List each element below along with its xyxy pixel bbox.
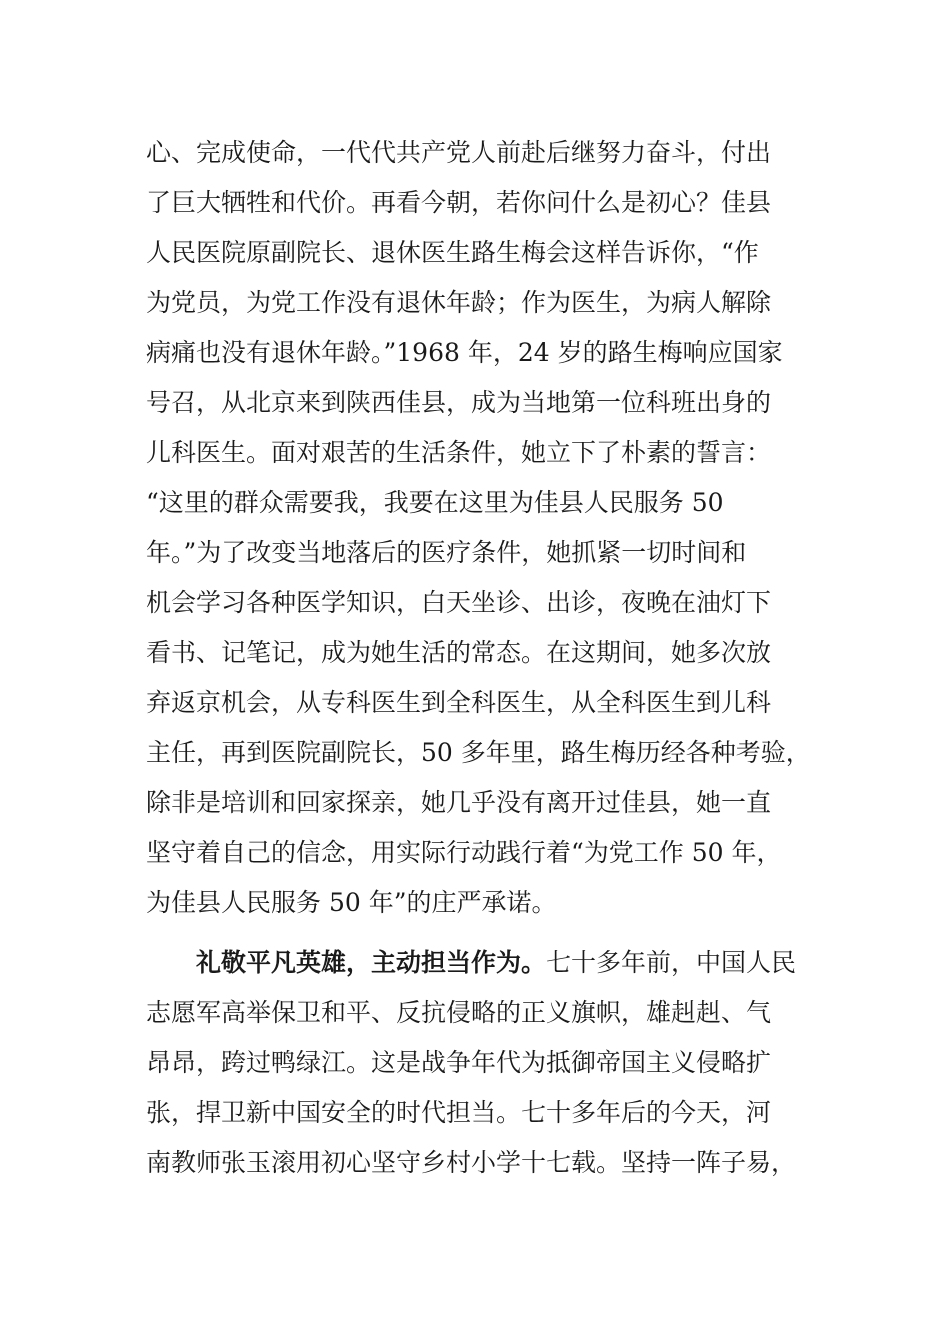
text-line: 为党员，为党工作没有退休年龄；作为医生，为病人解除 bbox=[146, 288, 772, 317]
paragraph-heading: 礼敬平凡英雄，主动担当作为。 bbox=[196, 948, 547, 977]
body-text bbox=[146, 128, 811, 1188]
text-line: 人民医院原副院长、退休医生路生梅会这样告诉你，“作 bbox=[146, 238, 759, 267]
text-line: 志愿军高举保卫和平、反抗侵略的正义旗帜，雄赳赳、气 bbox=[146, 998, 772, 1027]
text-line: “这里的群众需要我，我要在这里为佳县人民服务 50 bbox=[146, 488, 724, 517]
paragraph-1 bbox=[146, 128, 811, 928]
text-line: 主任，再到医院副院长，50 多年里，路生梅历经各种考验， bbox=[146, 738, 811, 767]
text-line: 除非是培训和回家探亲，她几乎没有离开过佳县，她一直 bbox=[146, 788, 772, 817]
text-line: 为佳县人民服务 50 年”的庄严承诺。 bbox=[146, 888, 557, 917]
text-line: 心、完成使命，一代代共产党人前赴后继努力奋斗，付出 bbox=[146, 138, 772, 167]
text-run: 七十多年前，中国人民 bbox=[546, 948, 797, 977]
paragraph-first-line bbox=[146, 938, 811, 988]
text-line: 看书、记笔记，成为她生活的常态。在这期间，她多次放 bbox=[146, 638, 772, 667]
paragraph-spacing bbox=[146, 928, 811, 938]
text-line: 儿科医生。面对艰苦的生活条件，她立下了朴素的誓言： bbox=[146, 438, 772, 467]
text-line: 病痛也没有退休年龄。”1968 年，24 岁的路生梅响应国家 bbox=[146, 338, 783, 367]
text-line: 弃返京机会，从专科医生到全科医生，从全科医生到儿科 bbox=[146, 688, 772, 717]
text-line: 张，捍卫新中国安全的时代担当。七十多年后的今天，河 bbox=[146, 1098, 772, 1127]
text-line: 年。”为了改变当地落后的医疗条件，她抓紧一切时间和 bbox=[146, 538, 747, 567]
text-line: 坚守着自己的信念，用实际行动践行着“为党工作 50 年， bbox=[146, 838, 782, 867]
paragraph-2 bbox=[146, 938, 811, 1188]
text-line: 昂昂，跨过鸭绿江。这是战争年代为抵御帝国主义侵略扩 bbox=[146, 1048, 772, 1077]
text-line: 号召，从北京来到陕西佳县，成为当地第一位科班出身的 bbox=[146, 388, 772, 417]
text-line: 机会学习各种医学知识，白天坐诊、出诊，夜晚在油灯下 bbox=[146, 588, 772, 617]
text-line: 南教师张玉滚用初心坚守乡村小学十七载。坚持一阵子易， bbox=[146, 1148, 797, 1177]
text-line: 了巨大牺牲和代价。再看今朝，若你问什么是初心？佳县 bbox=[146, 188, 772, 217]
